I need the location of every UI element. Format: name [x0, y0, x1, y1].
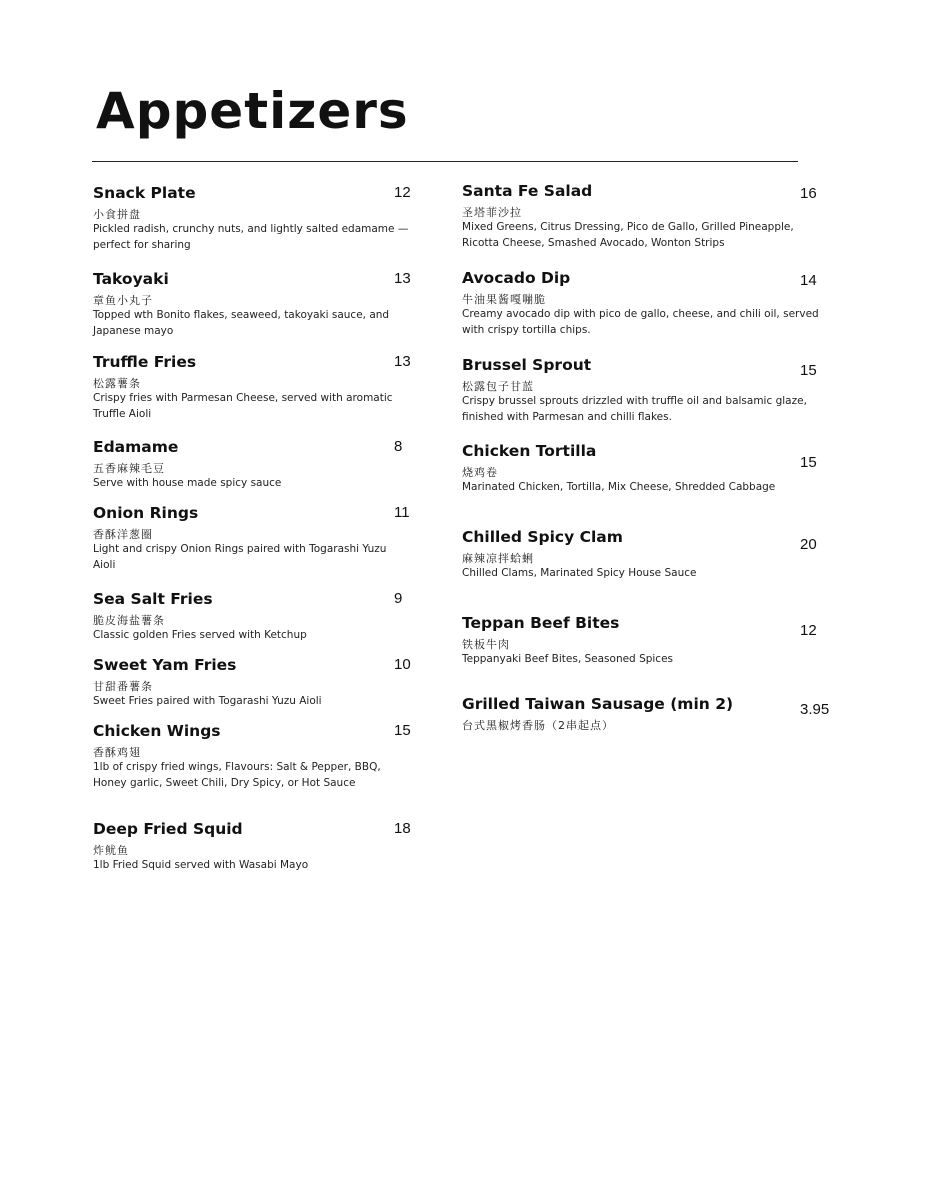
item-chinese-name: 炸鱿鱼	[93, 844, 129, 857]
menu-item	[93, 655, 411, 709]
item-chinese-name: 五香麻辣毛豆	[93, 462, 165, 475]
item-chinese-name: 香酥洋葱圈	[93, 528, 153, 541]
item-chinese-name: 台式黑椒烤香肠（2串起点）	[462, 719, 614, 732]
item-description: Classic golden Fries served with Ketchup	[93, 629, 307, 641]
item-name: Sweet Yam Fries	[93, 656, 237, 674]
menu-item	[462, 527, 834, 581]
item-description: Topped wth Bonito flakes, seaweed, takoyaki sauce, and Japanese mayo	[93, 309, 390, 337]
item-price: 15	[800, 362, 817, 379]
item-price: 3.95	[800, 701, 830, 718]
menu-item	[93, 352, 411, 422]
item-price: 12	[394, 184, 411, 201]
item-chinese-name: 铁板牛肉	[462, 638, 510, 651]
item-price: 13	[394, 353, 411, 370]
item-price: 16	[800, 185, 817, 202]
menu-item	[462, 268, 834, 338]
item-price: 20	[800, 536, 817, 553]
item-description: Crispy brussel sprouts drizzled with truffle oil and balsamic glaze, finished with Parmesan and chilli flakes.	[462, 395, 807, 423]
item-price: 11	[394, 504, 410, 521]
item-chinese-name: 麻辣凉拌蛤蜊	[462, 552, 534, 565]
item-description: Marinated Chicken, Tortilla, Mix Cheese, Shredded Cabbage	[462, 481, 776, 493]
item-name: Truffle Fries	[93, 353, 197, 371]
item-name: Santa Fe Salad	[462, 182, 593, 200]
item-description: Creamy avocado dip with pico de gallo, cheese, and chili oil, served with crispy tortilla chips.	[462, 308, 819, 336]
header-divider	[92, 161, 798, 162]
item-name: Chicken Tortilla	[462, 442, 597, 460]
menu-item	[462, 694, 834, 732]
item-price: 14	[800, 272, 817, 289]
item-chinese-name: 香酥鸡翅	[93, 746, 141, 759]
item-chinese-name: 甘甜番薯条	[93, 680, 153, 693]
item-name: Chicken Wings	[93, 722, 221, 740]
item-name: Sea Salt Fries	[93, 590, 213, 608]
item-name: Chilled Spicy Clam	[462, 528, 623, 546]
item-chinese-name: 牛油果酱嘎嘣脆	[462, 293, 546, 306]
item-price: 8	[394, 438, 403, 455]
item-price: 18	[394, 820, 411, 837]
item-name: Avocado Dip	[462, 269, 571, 287]
menu-item	[93, 503, 411, 573]
item-price: 13	[394, 270, 411, 287]
menu-item	[462, 613, 834, 667]
menu-item	[462, 441, 834, 495]
menu-item	[93, 269, 411, 339]
item-description: 1lb of crispy fried wings, Flavours: Salt & Pepper, BBQ, Honey garlic, Sweet Chili, Dry Spicy, or Hot Sauce	[93, 761, 381, 789]
item-name: Onion Rings	[93, 504, 199, 522]
item-chinese-name: 松露薯条	[93, 377, 141, 390]
menu-item	[93, 589, 411, 643]
page-title: Appetizers	[96, 82, 409, 140]
item-price: 12	[800, 622, 817, 639]
item-name: Teppan Beef Bites	[462, 614, 620, 632]
item-name: Edamame	[93, 438, 179, 456]
item-chinese-name: 圣塔菲沙拉	[462, 206, 522, 219]
item-name: Brussel Sprout	[462, 356, 592, 374]
menu-item	[93, 183, 411, 253]
item-chinese-name: 小食拼盘	[93, 208, 141, 221]
item-description: Crispy fries with Parmesan Cheese, served with aromatic Truffle Aioli	[93, 392, 393, 420]
item-chinese-name: 章鱼小丸子	[93, 294, 153, 307]
item-description: Light and crispy Onion Rings paired with Togarashi Yuzu Aioli	[93, 543, 387, 571]
item-description: Teppanyaki Beef Bites, Seasoned Spices	[462, 653, 674, 665]
item-description: Serve with house made spicy sauce	[93, 477, 282, 489]
item-description: Chilled Clams, Marinated Spicy House Sauce	[462, 567, 697, 579]
item-name: Snack Plate	[93, 184, 196, 202]
menu-item	[93, 721, 411, 791]
item-description: Pickled radish, crunchy nuts, and lightly salted edamame —perfect for sharing	[93, 223, 409, 251]
item-price: 15	[394, 722, 411, 739]
item-chinese-name: 脆皮海盐薯条	[93, 614, 165, 627]
item-price: 9	[394, 590, 403, 607]
item-description: 1lb Fried Squid served with Wasabi Mayo	[93, 859, 309, 871]
menu-item	[93, 437, 411, 491]
menu-item	[462, 181, 834, 251]
item-price: 15	[800, 454, 817, 471]
item-chinese-name: 松露包子甘蓝	[462, 380, 534, 393]
item-chinese-name: 烧鸡卷	[462, 466, 498, 479]
menu-item	[93, 819, 411, 873]
item-price: 10	[394, 656, 411, 673]
menu-item	[462, 355, 834, 425]
item-description: Sweet Fries paired with Togarashi Yuzu Aioli	[93, 695, 322, 707]
item-name: Deep Fried Squid	[93, 820, 243, 838]
item-name: Takoyaki	[93, 270, 169, 288]
item-name: Grilled Taiwan Sausage (min 2)	[462, 695, 734, 713]
item-description: Mixed Greens, Citrus Dressing, Pico de Gallo, Grilled Pineapple, Ricotta Cheese, Smashed Avocado, Wonton Strips	[462, 221, 794, 249]
